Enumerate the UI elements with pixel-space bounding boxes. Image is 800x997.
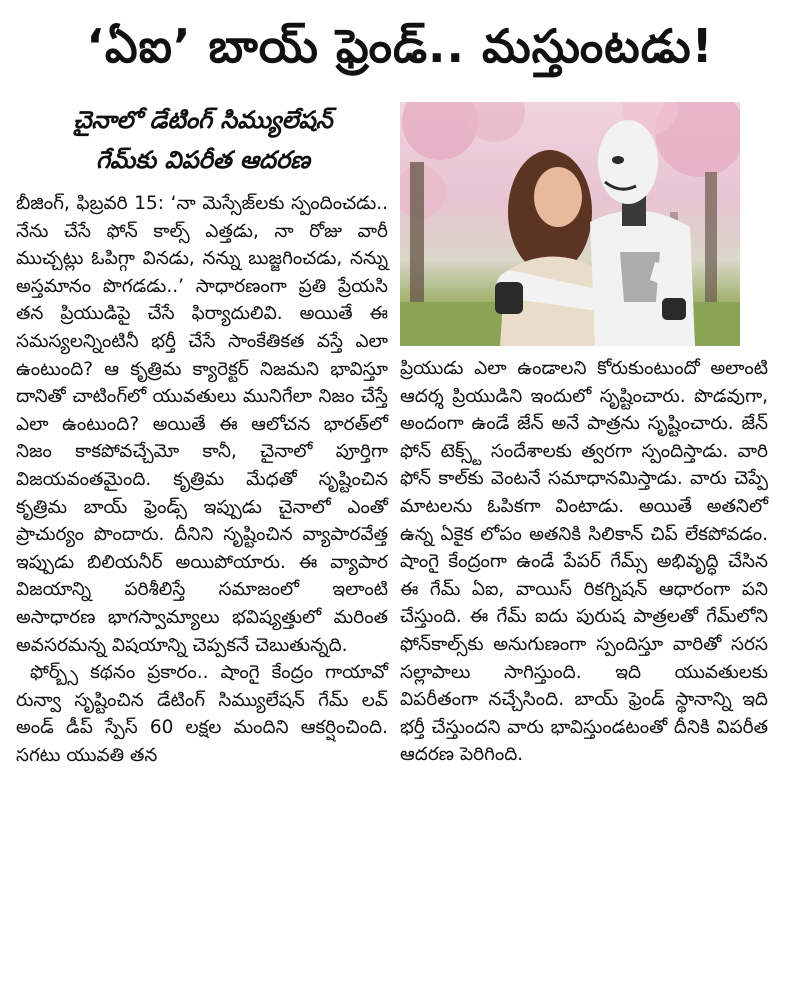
article-column-right: [400, 355, 768, 769]
subhead-line-1: చైనాలో డేటింగ్‌ సిమ్యులేషన్‌: [73, 106, 333, 134]
woman-embracing-robot-photo: [400, 102, 740, 346]
photo-illustration: [400, 102, 740, 346]
paragraph: ఫోర్బ్స్‌ కథనం ప్రకారం.. షాంగై కేంద్రం గాయావో రున్వా సృష్టించిన డేటింగ్‌ సిమ్యులేషన్‌ గేమ్‌ లవ్‌ అండ్‌ డీప్‌ స్పేస్‌ 60 లక్షల మందిని ఆకర్షించింది. సగటు యువతి తన: [16, 662, 388, 766]
headline: ‘ఏఐ’ బాయ్‌ ఫ్రెండ్‌.. మస్తుంటడు!: [86, 19, 714, 73]
subhead-line-2: గేమ్‌కు విపరీత ఆదరణ: [95, 146, 311, 174]
article-column-left: [16, 190, 388, 769]
paragraph: ప్రియుడు ఎలా ఉండాలని కోరుకుంటుందో అలాంటి ఆదర్శ ప్రియుడిని ఇందులో సృష్టించారు. పొడవుగా, అందంగా ఉండే జేన్‌ అనే పాత్రను సృష్టించారు. జేన్‌ ఫోన్‌ టెక్స్ట్‌ సందేశాలకు త్వరగా స్పందిస్తాడు. వారి ఫోన్‌ కాల్‌కు వెంటనే సమాధానమిస్తాడు. వారు చెప్పే మాటలను ఓపికగా వింటాడు. అయితే అతనిలో ఉన్న ఏకైక లోపం అతనికి సిలికాన్‌ చిప్‌ లేకపోవడం. షాంగై కేంద్రంగా ఉండే పేపర్‌ గేమ్స్‌ అభివృద్ధి చేసిన ఈ గేమ్‌ ఏఐ, వాయిస్‌ రికగ్నిషన్‌ ఆధారంగా పని చేస్తుంది. ఈ గేమ్‌ ఐదు పురుష పాత్రలతో గేమ్‌లోని ఫోన్‌కాల్స్‌కు అనుగుణంగా స్పందిస్తూ వారితో సరస సల్లాపాలు సాగిస్తుంది. ఇది యువతులకు విపరీతంగా నచ్చేసింది. బాయ్‌ ఫ్రెండ్‌ స్థానాన్ని ఇది భర్తీ చేస్తుందని వారు భావిస్తుండటంతో దీనికి విపరీత ఆదరణ పెరిగింది.: [400, 358, 768, 766]
subheadline: [18, 100, 388, 180]
paragraph: బీజింగ్‌, ఫిబ్రవరి 15: ‘నా మెస్సేజ్‌లకు స్పందించడు.. నేను చేసే ఫోన్‌ కాల్స్‌ ఎత్తడు, నా రోజు వారీ ముచ్చట్లు ఓపిగ్గా వినడు, నన్ను బుజ్జగించడు, నన్ను అస్తమానం పొగడడు..’ సాధారణంగా ప్రతి ప్రేయసి తన ప్రియుడిపై చేసే ఫిర్యాదులివి. అయితే ఈ సమస్యలన్నింటినీ భర్తీ చేసే సాంకేతికత వస్తే ఎలా ఉంటుంది? ఆ కృత్రిమ క్యారెక్టర్‌ నిజమని భావిస్తూ దానితో చాటింగ్‌లో యువతులు మునిగేలా నిజం చేస్తే ఎలా ఉంటుంది? అయితే ఈ ఆలోచన భారత్‌లో నిజం కాకపోవచ్చేమో కానీ, చైనాలో పూర్తిగా విజయవంతమైంది. కృత్రిమ మేధతో సృష్టించిన కృత్రిమ బాయ్‌ ఫ్రెండ్స్‌ ఇప్పుడు చైనాలో ఎంతో ప్రాచుర్యం పొందారు. దీనిని సృష్టించిన వ్యాపారవేత్త ఇప్పుడు బిలియనీర్‌ అయిపోయారు. ఈ వ్యాపార విజయాన్ని పరిశీలిస్తే సమాజంలో ఇలాంటి అసాధారణ భాగస్వామ్యాలు భవిష్యత్తులో మరింత అవసరమన్న విషయాన్ని చెప్పకనే చెబుతున్నది.: [16, 193, 388, 656]
